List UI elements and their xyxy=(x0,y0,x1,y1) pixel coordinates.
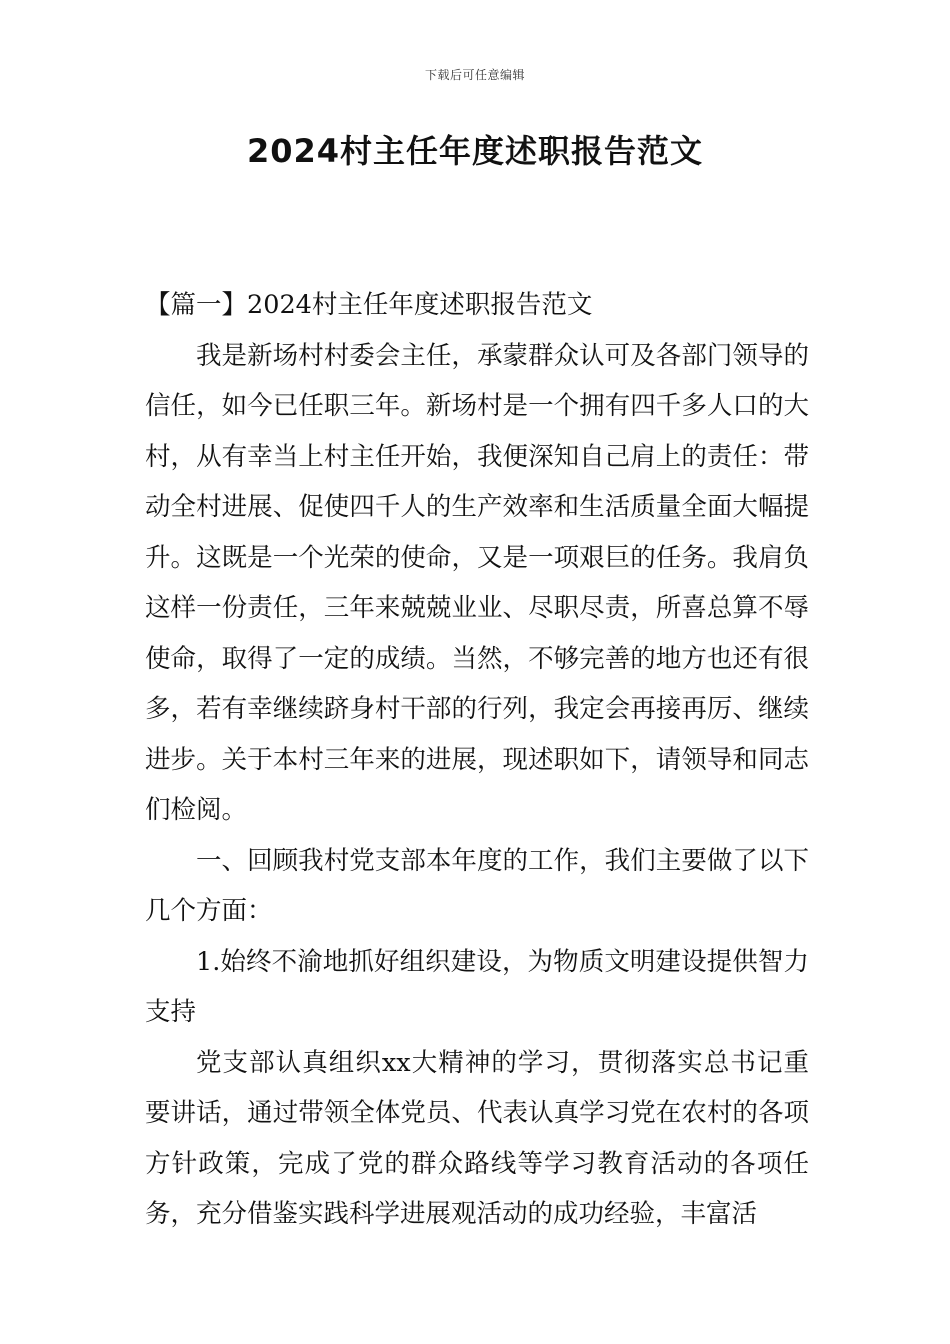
section-heading: 【篇一】2024村主任年度述职报告范文 xyxy=(145,290,593,320)
document-body xyxy=(145,280,809,1240)
body-paragraph: 我是新场村村委会主任，承蒙群众认可及各部门领导的信任，如今已任职三年。新场村是一个拥有四千多人口的大村，从有幸当上村主任开始，我便深知自己肩上的责任：带动全村进展、促使四千人的生产效率和生活质量全面大幅提升。这既是一个光荣的使命，又是一项艰巨的任务。我肩负这样一份责任，三年来兢兢业业、尽职尽责，所喜总算不辱使命，取得了一定的成绩。当然，不够完善的地方也还有很多，若有幸继续跻身村干部的行列，我定会再接再厉、继续进步。关于本村三年来的进展，现述职如下，请领导和同志们检阅。 xyxy=(145,340,809,825)
header-note: 下载后可任意编辑 xyxy=(424,68,525,82)
body-paragraph: 一、回顾我村党支部本年度的工作，我们主要做了以下几个方面： xyxy=(145,845,809,926)
body-paragraph: 1.始终不渝地抓好组织建设，为物质文明建设提供智力支持 xyxy=(145,946,809,1027)
document-title: 2024村主任年度述职报告范文 xyxy=(246,132,704,170)
body-paragraph: 党支部认真组织xx大精神的学习，贯彻落实总书记重要讲话，通过带领全体党员、代表认真学习党在农村的各项方针政策，完成了党的群众路线等学习教育活动的各项任务，充分借鉴实践科学进展观活动的成功经验，丰富活 xyxy=(145,1047,809,1229)
